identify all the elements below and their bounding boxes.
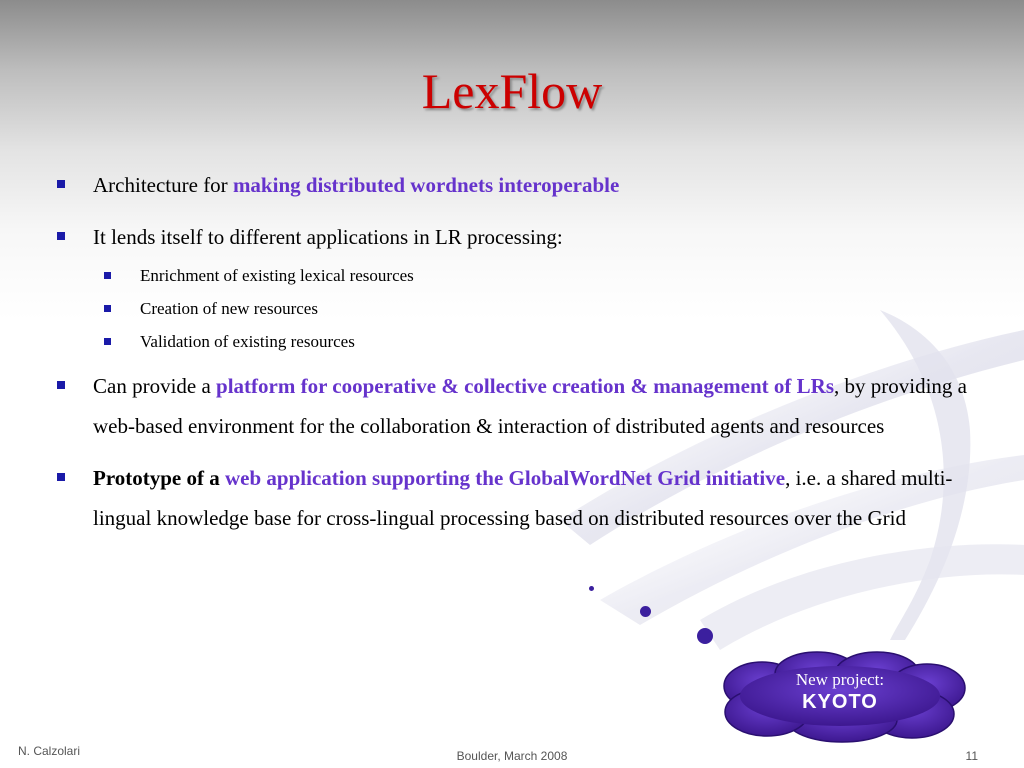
slide-number: 11 [965, 749, 978, 763]
decorative-dot [640, 606, 651, 617]
bullet-item [55, 217, 995, 257]
square-bullet-icon [104, 272, 111, 279]
sub-bullet-item [102, 292, 995, 325]
project-name: KYOTO [802, 691, 878, 713]
bullet-text: It lends itself to different applications in LR processing: [93, 225, 563, 249]
slide-title: LexFlow [421, 63, 603, 119]
decorative-dot [589, 586, 594, 591]
bullet-item [55, 366, 995, 446]
sub-bullet-text: Validation of existing resources [140, 332, 355, 351]
cloud-caption: New project: [795, 670, 885, 689]
cloud-text [712, 670, 968, 714]
kyoto-cloud-callout [712, 648, 968, 744]
sub-bullet-item [102, 259, 995, 292]
highlighted-text: platform for cooperative & collective creation & management of LRs [216, 374, 835, 398]
square-bullet-icon [104, 338, 111, 345]
footer-author: N. Calzolari [18, 744, 81, 758]
square-bullet-icon [57, 473, 65, 481]
square-bullet-icon [57, 232, 65, 240]
bullet-text: Architecture for [93, 173, 233, 197]
sub-bullet-text: Creation of new resources [140, 299, 318, 318]
square-bullet-icon [104, 305, 111, 312]
highlighted-text: web application supporting the GlobalWordNet Grid initiative [225, 466, 786, 490]
square-bullet-icon [57, 180, 65, 188]
sub-bullet-item [102, 325, 995, 358]
highlighted-text: making distributed wordnets interoperable [232, 173, 620, 197]
bullet-text: , i.e. a shared multi-lingual knowledge base for cross-lingual processing based on distributed resources over the Grid [93, 466, 953, 530]
bold-text: Prototype of a [93, 466, 225, 490]
decorative-dot [697, 628, 713, 644]
bullet-text: Can provide a [93, 374, 217, 398]
square-bullet-icon [57, 381, 65, 389]
sub-bullet-text: Enrichment of existing lexical resources [140, 266, 414, 285]
bullet-text: , by providing a web-based environment for the collaboration & interaction of distributed agents and resources [93, 374, 967, 438]
bullet-item [55, 165, 995, 205]
footer-event: Boulder, March 2008 [456, 749, 568, 763]
bullet-item [55, 458, 995, 538]
bullet-list [55, 165, 995, 538]
